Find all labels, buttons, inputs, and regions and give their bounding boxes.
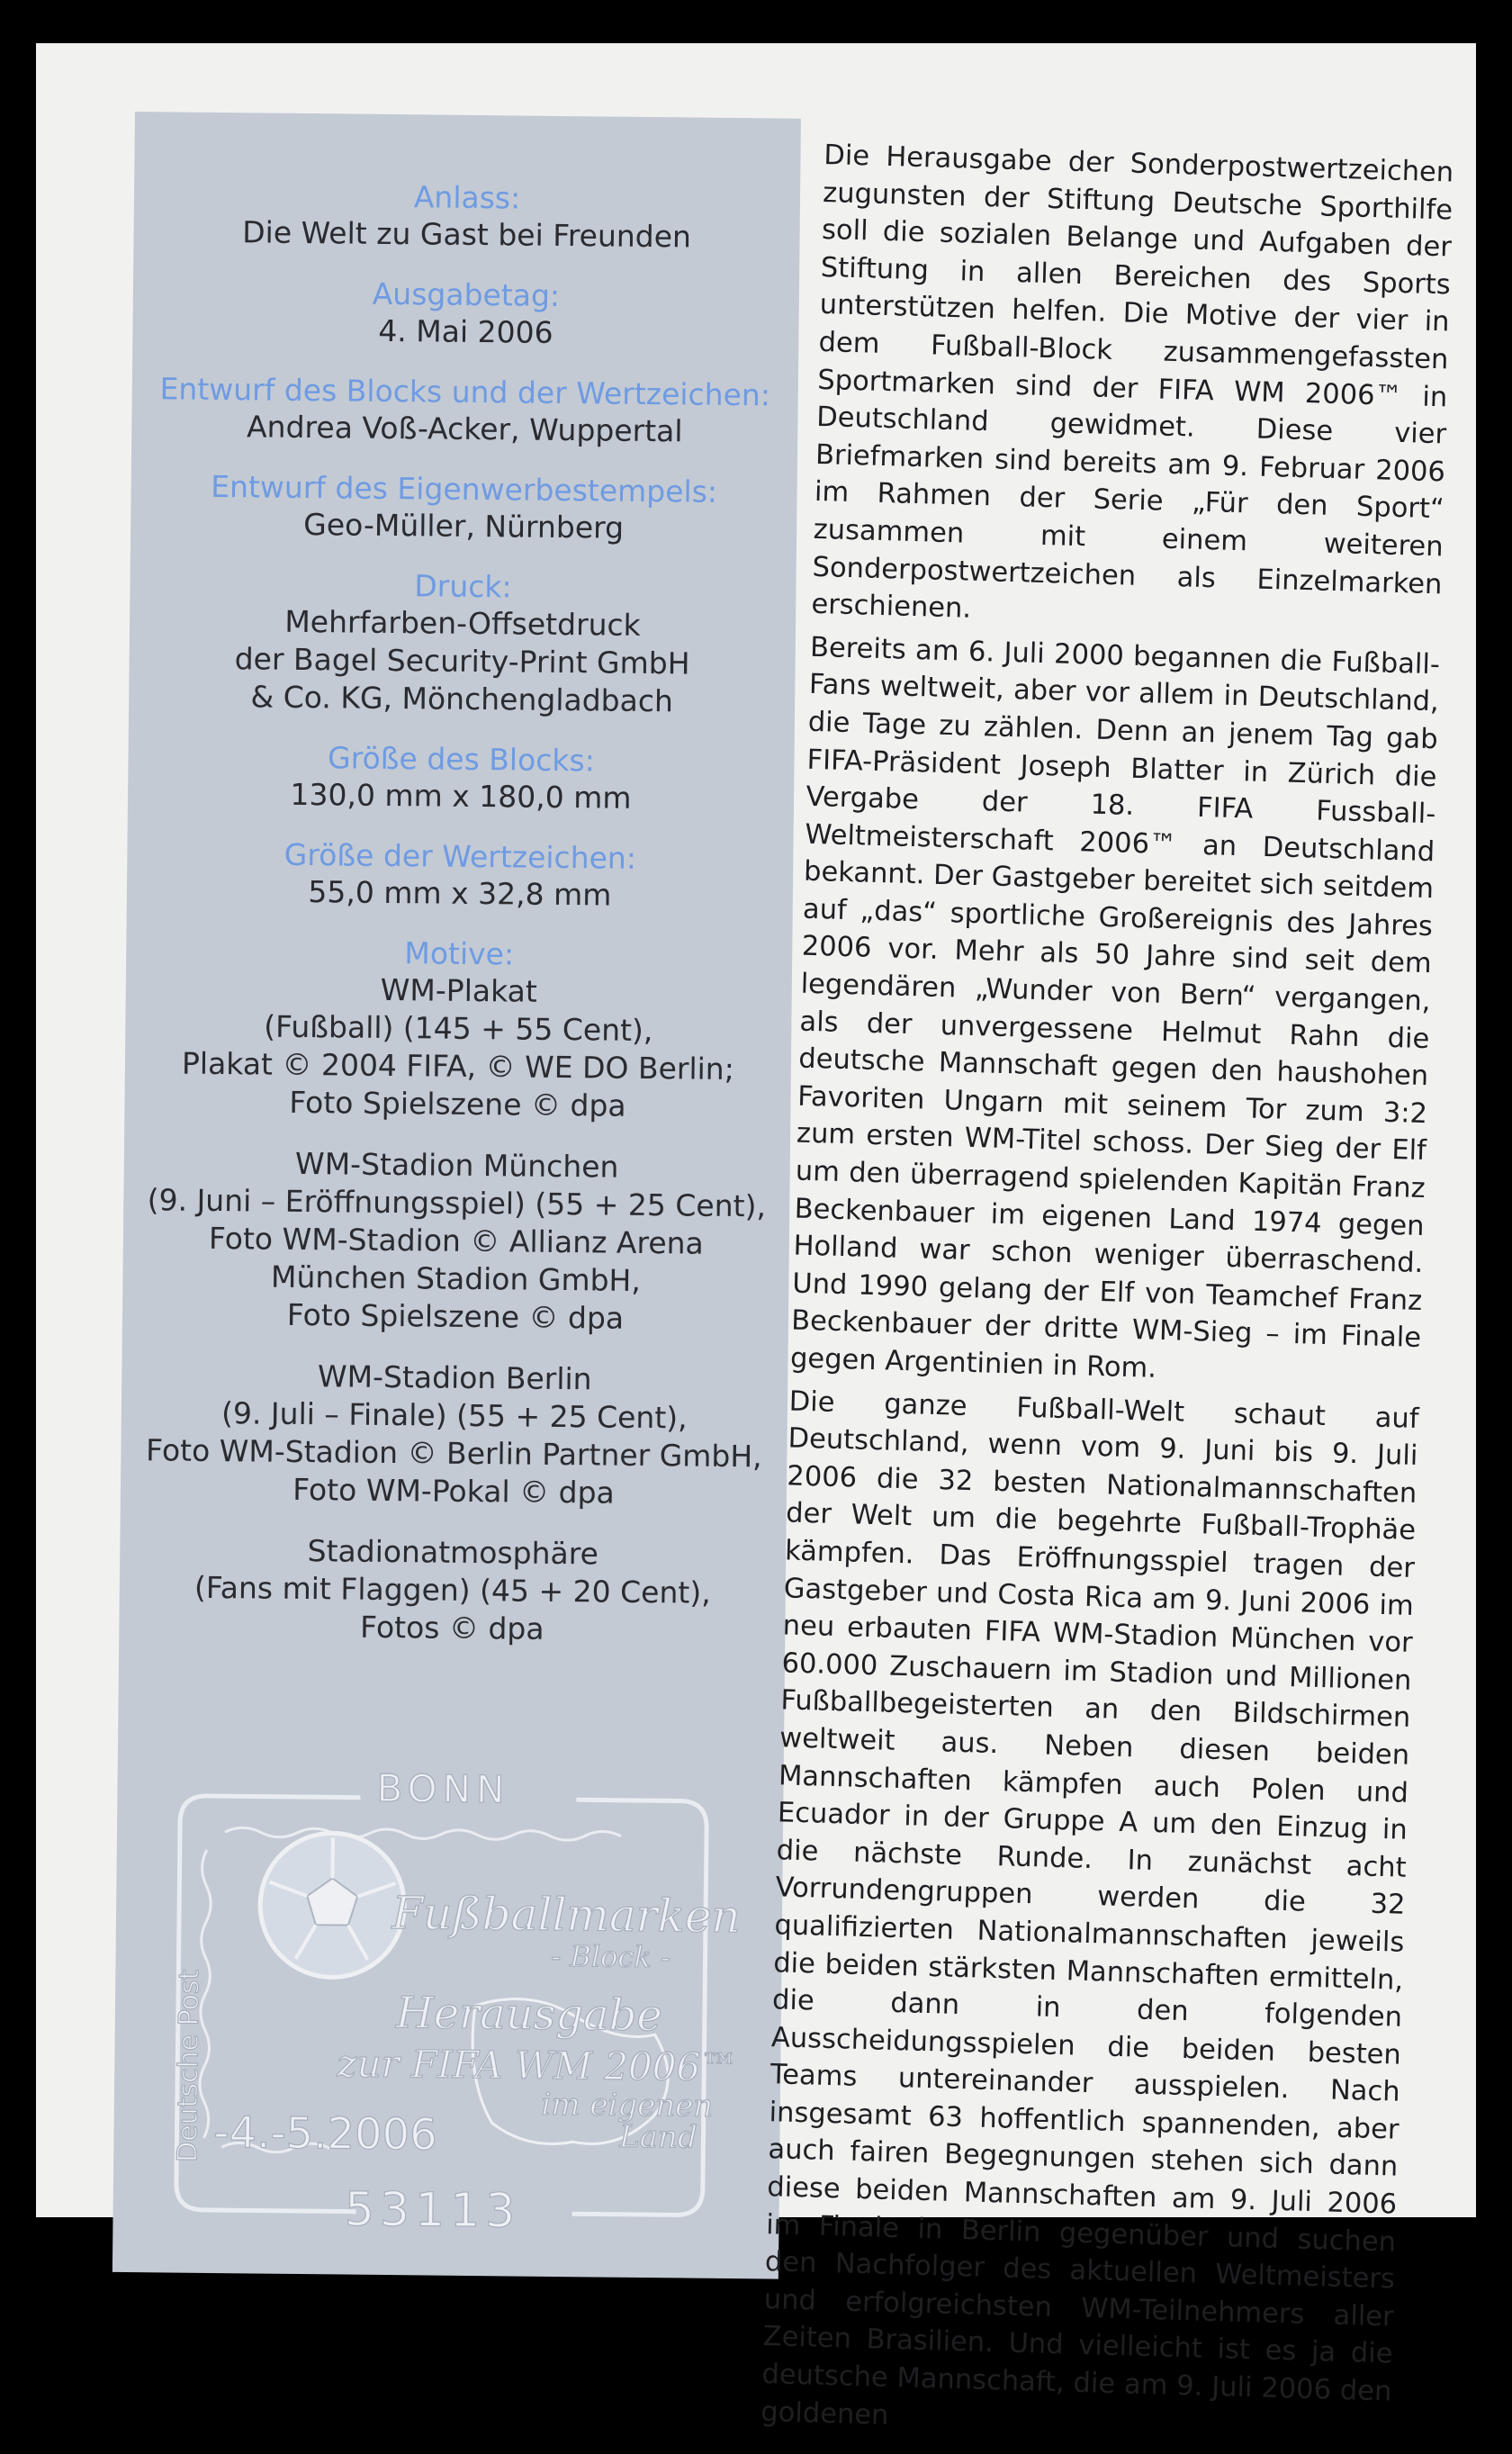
info-value-line: Foto WM-Pokal © dpa — [292, 1471, 615, 1511]
info-label: Größe der Wertzeichen: — [284, 836, 637, 876]
info-value-line: WM-Stadion München — [294, 1145, 619, 1185]
info-value-line: Fotos © dpa — [359, 1609, 544, 1647]
info-list — [119, 112, 801, 1651]
stamp-side-text: Deutsche Post — [172, 1969, 206, 2163]
info-label: Entwurf des Eigenwerbestempels: — [211, 468, 718, 510]
info-value-line: Foto WM-Stadion © Allianz Arena — [208, 1220, 704, 1261]
info-value-line: 55,0 mm x 32,8 mm — [308, 874, 612, 913]
info-value-line: Foto WM-Stadion © Berlin Partner GmbH, — [145, 1432, 762, 1475]
info-value-line: der Bagel Security-Print GmbH — [234, 641, 690, 681]
stamp-line-2: zur FIFA WM 2006™ — [337, 2041, 739, 2090]
info-value-line: Stadionatmosphäre — [307, 1533, 599, 1572]
info-label: Anlass: — [413, 179, 521, 216]
info-block — [131, 371, 798, 452]
stamp-line-1: Herausgabe — [395, 1988, 663, 2042]
info-value-line: WM-Plakat — [380, 971, 537, 1009]
info-value-line: Die Welt zu Gast bei Freunden — [242, 214, 692, 255]
info-block — [129, 565, 796, 722]
info-value-line: Andrea Voß-Acker, Wuppertal — [246, 409, 683, 449]
info-value-line: Mehrfarben-Offsetdruck — [284, 603, 641, 643]
info-value-line: (9. Juni – Eröffnungsspiel) (55 + 25 Cent), — [147, 1182, 767, 1224]
info-value-line: Foto Spielszene © dpa — [289, 1084, 626, 1123]
body-paragraph: Bereits am 6. Juli 2000 begannen die Fußball-Fans weltweit, aber vor allem in Deutschland, die Tage zu zählen. Denn an jenem Tag gab FIFA-Präsident Joseph Blatter in Zürich die Vergabe der 18. FIFA Fussball-Weltmeisterschaft 2006™ an Deutschland bekannt. Der Gastgeber bereitet sich seitdem auf „das“ sportliche Großereignis des Jahres 2006 vor. Mehr als 50 Jahre sind seit dem legendären „Wunder von Bern“ vergangen, als der unvergessene Helmut Rahn die deutsche Mannschaft gegen den haushohen Favoriten Ungarn mit seinem Tor zum 3:2 zum ersten WM-Titel schoss. Der Sieg der Elf um den überragend spielenden Kapitän Franz Beckenbauer im eigenen Land 1974 gegen Holland war schon weniger überraschend. Und 1990 gelang der Elf von Teamchef Franz Beckenbauer der dritte WM-Sieg – im Finale gegen Argentinien in Rom. — [789, 631, 1441, 1385]
body-paragraph: Die ganze Fußball-Welt schaut auf Deutschland, wenn vom 9. Juni bis 9. Juli 2006 die 32 besten Nationalmannschaften der Welt um die begehrte Fußball-Trophäe kämpfen. Das Eröffnungsspiel tragen der Gastgeber und Costa Rica am 9. Juni 2006 im neu erbauten FIFA WM-Stadion München vor 60.000 Zuschauern im Stadion und Millionen Fußballbegeisterten an den Bildschirmen weltweit aus. Neben diesen beiden Mannschaften kämpfen auch Polen und Ecuador in der Gruppe A um den Einzug in die nächste Runde. In zunächst acht Vorrundengruppen werden die 32 qualifizierten Nationalmannschaften jeweils die beiden stärksten Mannschaften ermitteln, die dann in den folgenden Ausscheidungsspielen die beiden besten Teams untereinander ausspielen. Nach insgesamt 63 hoffentlich spannenden, aber auch fairen Begegnungen stehen sich dann diese beiden Mannschaften am 9. Juli 2006 im Finale in Berlin gegenüber und suchen den Nachfolger des aktuellen Weltmeisters und erfolgreichsten WM-Teilnehmers aller Zeiten Brasilien. Und vielleicht ist es ja die deutsche Mannschaft, die am 9. Juli 2006 den goldenen — [760, 1385, 1419, 2431]
postmark-stamp — [148, 1765, 741, 2242]
article-body — [760, 137, 1454, 2454]
info-sidebar — [112, 112, 801, 2279]
info-value-line: Plakat © 2004 FIFA, © WE DO Berlin; — [181, 1045, 735, 1087]
info-block — [124, 933, 792, 1127]
body-paragraph: Die Herausgabe der Sonderpostwertzeichen zugunsten der Stiftung Deutsche Sporthilfe soll die sozialen Belange und Aufgaben der Stiftung in allen Bereichen des Sports unterstützen helfen. Die Motive der vier in dem Fußball-Block zusammengefassten Sportmarken sind der FIFA WM 2006™ in Deutschland gewidmet. Diese vier Briefmarken sind bereits am 9. Februar 2006 im Rahmen der Serie „Für den Sport“ zusammen mit einem weiteren Sonderpostwertzeichen als Einzelmarken erschienen. — [811, 139, 1454, 625]
info-block — [132, 274, 799, 355]
info-block — [133, 176, 800, 257]
info-label: Druck: — [414, 568, 512, 605]
info-value-line: (Fußball) (145 + 55 Cent), — [264, 1008, 653, 1049]
info-label: Entwurf des Blocks und der Wertzeichen: — [159, 371, 771, 413]
stamp-city: BONN — [376, 1765, 510, 1812]
stamp-postcode: 53113 — [344, 2182, 521, 2239]
stamp-line-3: im eigenen — [541, 2086, 714, 2125]
stamp-title: Fußballmarken — [392, 1887, 741, 1944]
info-block — [121, 1356, 788, 1514]
info-value-line: Foto Spielszene © dpa — [286, 1296, 625, 1336]
info-block — [122, 1143, 790, 1340]
info-value-line: WM-Stadion Berlin — [317, 1358, 592, 1397]
info-value-line: (9. Juli – Finale) (55 + 25 Cent), — [220, 1395, 688, 1436]
info-value-line: (Fans mit Flaggen) (45 + 20 Cent), — [194, 1569, 711, 1610]
info-label: Motive: — [404, 935, 515, 972]
info-block — [130, 468, 797, 549]
info-value-line: 130,0 mm x 180,0 mm — [290, 776, 632, 816]
stamp-date: -4.-5.2006 — [213, 2107, 437, 2161]
info-block — [119, 1530, 786, 1651]
info-label: Größe des Blocks: — [327, 740, 596, 779]
info-label: Ausgabetag: — [372, 275, 561, 313]
stamp-subtitle: - Block - — [551, 1938, 670, 1975]
info-value-line: Geo-Müller, Nürnberg — [303, 506, 625, 546]
info-value-line: & Co. KG, Mönchengladbach — [250, 679, 674, 719]
football-icon — [259, 1833, 405, 1979]
info-value-line: 4. Mai 2006 — [378, 312, 554, 350]
info-block — [128, 738, 795, 819]
stamp-line-4: Land — [619, 2118, 698, 2156]
info-block — [127, 835, 794, 916]
info-value-line: München Stadion GmbH, — [270, 1259, 642, 1298]
document-page — [36, 43, 1476, 2431]
